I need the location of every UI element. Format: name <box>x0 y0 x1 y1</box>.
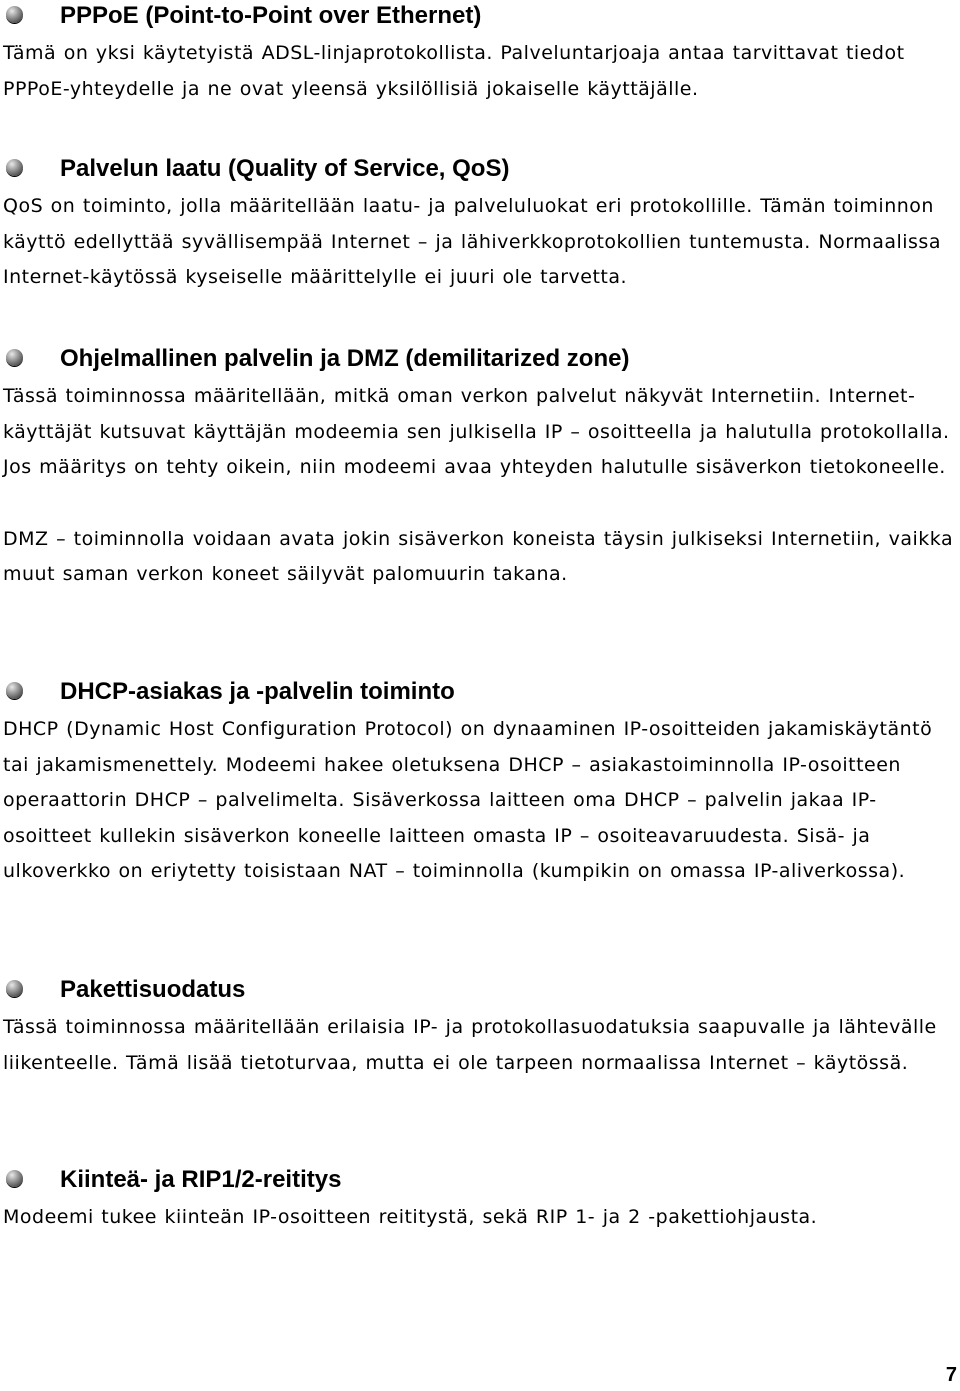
bullet-icon <box>6 159 23 176</box>
section-title: Kiinteä- ja RIP1/2-reititys <box>60 1166 342 1193</box>
section-heading <box>0 0 960 32</box>
page-number: 7 <box>945 1364 957 1386</box>
bullet-icon <box>6 682 23 699</box>
bullet-icon <box>6 6 23 23</box>
section-pppoe <box>0 0 960 107</box>
bullet-icon <box>6 1170 23 1187</box>
section-reititys <box>0 1164 960 1236</box>
section-qos <box>0 153 960 296</box>
section-heading <box>0 1164 960 1196</box>
section-heading <box>0 974 960 1006</box>
section-dmz <box>0 343 960 593</box>
section-title: Palvelun laatu (Quality of Service, QoS) <box>60 155 510 182</box>
section-title: Pakettisuodatus <box>60 976 246 1003</box>
section-paragraph: Tämä on yksi käytetyistä ADSL-linjaprotokollista. Palveluntarjoaja antaa tarvittavat tiedot PPPoE-yhteydelle ja ne ovat yleensä yksilöllisiä jokaiselle käyttäjälle. <box>3 42 905 100</box>
section-paragraph: Tässä toiminnossa määritellään, mitkä oman verkon palvelut näkyvät Internetiin. Internet-käyttäjät kutsuvat käyttäjän modeemia sen julkisella IP – osoitteella ja halutulla protokollalla. Jos määritys on tehty oikein, niin modeemi avaa yhteyden halutulle sisäverkon tietokoneelle. <box>3 385 950 479</box>
section-paragraph: Modeemi tukee kiinteän IP-osoitteen reititystä, sekä RIP 1- ja 2 -pakettiohjausta. <box>3 1206 818 1228</box>
section-title: PPPoE (Point-to-Point over Ethernet) <box>60 2 482 29</box>
section-paragraph: Tässä toiminnossa määritellään erilaisia IP- ja protokollasuodatuksia saapuvalle ja lähtevälle liikenteelle. Tämä lisää tietoturvaa, mutta ei ole tarpeen normaalissa Internet – käytössä. <box>3 1016 937 1074</box>
section-pakettisuodatus <box>0 974 960 1081</box>
bullet-icon <box>6 349 23 366</box>
section-heading <box>0 676 960 708</box>
bullet-icon <box>6 980 23 997</box>
section-title: Ohjelmallinen palvelin ja DMZ (demilitarized zone) <box>60 345 630 372</box>
section-dhcp <box>0 676 960 890</box>
section-heading <box>0 153 960 185</box>
section-paragraph: QoS on toiminto, jolla määritellään laatu- ja palveluluokat eri protokollille. Tämän toiminnon käyttö edellyttää syvällisempää Internet – ja lähiverkkoprotokollien tuntemusta. Normaalissa Internet-käytössä kyseiselle määrittelylle ei juuri ole tarvetta. <box>3 195 941 289</box>
section-title: DHCP-asiakas ja -palvelin toiminto <box>60 678 455 705</box>
section-heading <box>0 343 960 375</box>
section-paragraph: DMZ – toiminnolla voidaan avata jokin sisäverkon koneista täysin julkiseksi Internetiin, vaikka muut saman verkon koneet säilyvät palomuurin takana. <box>3 527 954 586</box>
section-paragraph: DHCP (Dynamic Host Configuration Protocol) on dynaaminen IP-osoitteiden jakamiskäytäntö tai jakamismenettely. Modeemi hakee oletuksena DHCP – asiakastoiminnolla IP-osoitteen operaattorin DHCP – palvelimelta. Sisäverkossa laitteen oma DHCP – palvelin jakaa IP-osoitteet kullekin sisäverkon koneelle laitteen omasta IP – osoiteavaruudesta. Sisä- ja ulkoverkko on eriytetty toisistaan NAT – toiminnolla (kumpikin on omassa IP-aliverkossa). <box>3 718 933 883</box>
